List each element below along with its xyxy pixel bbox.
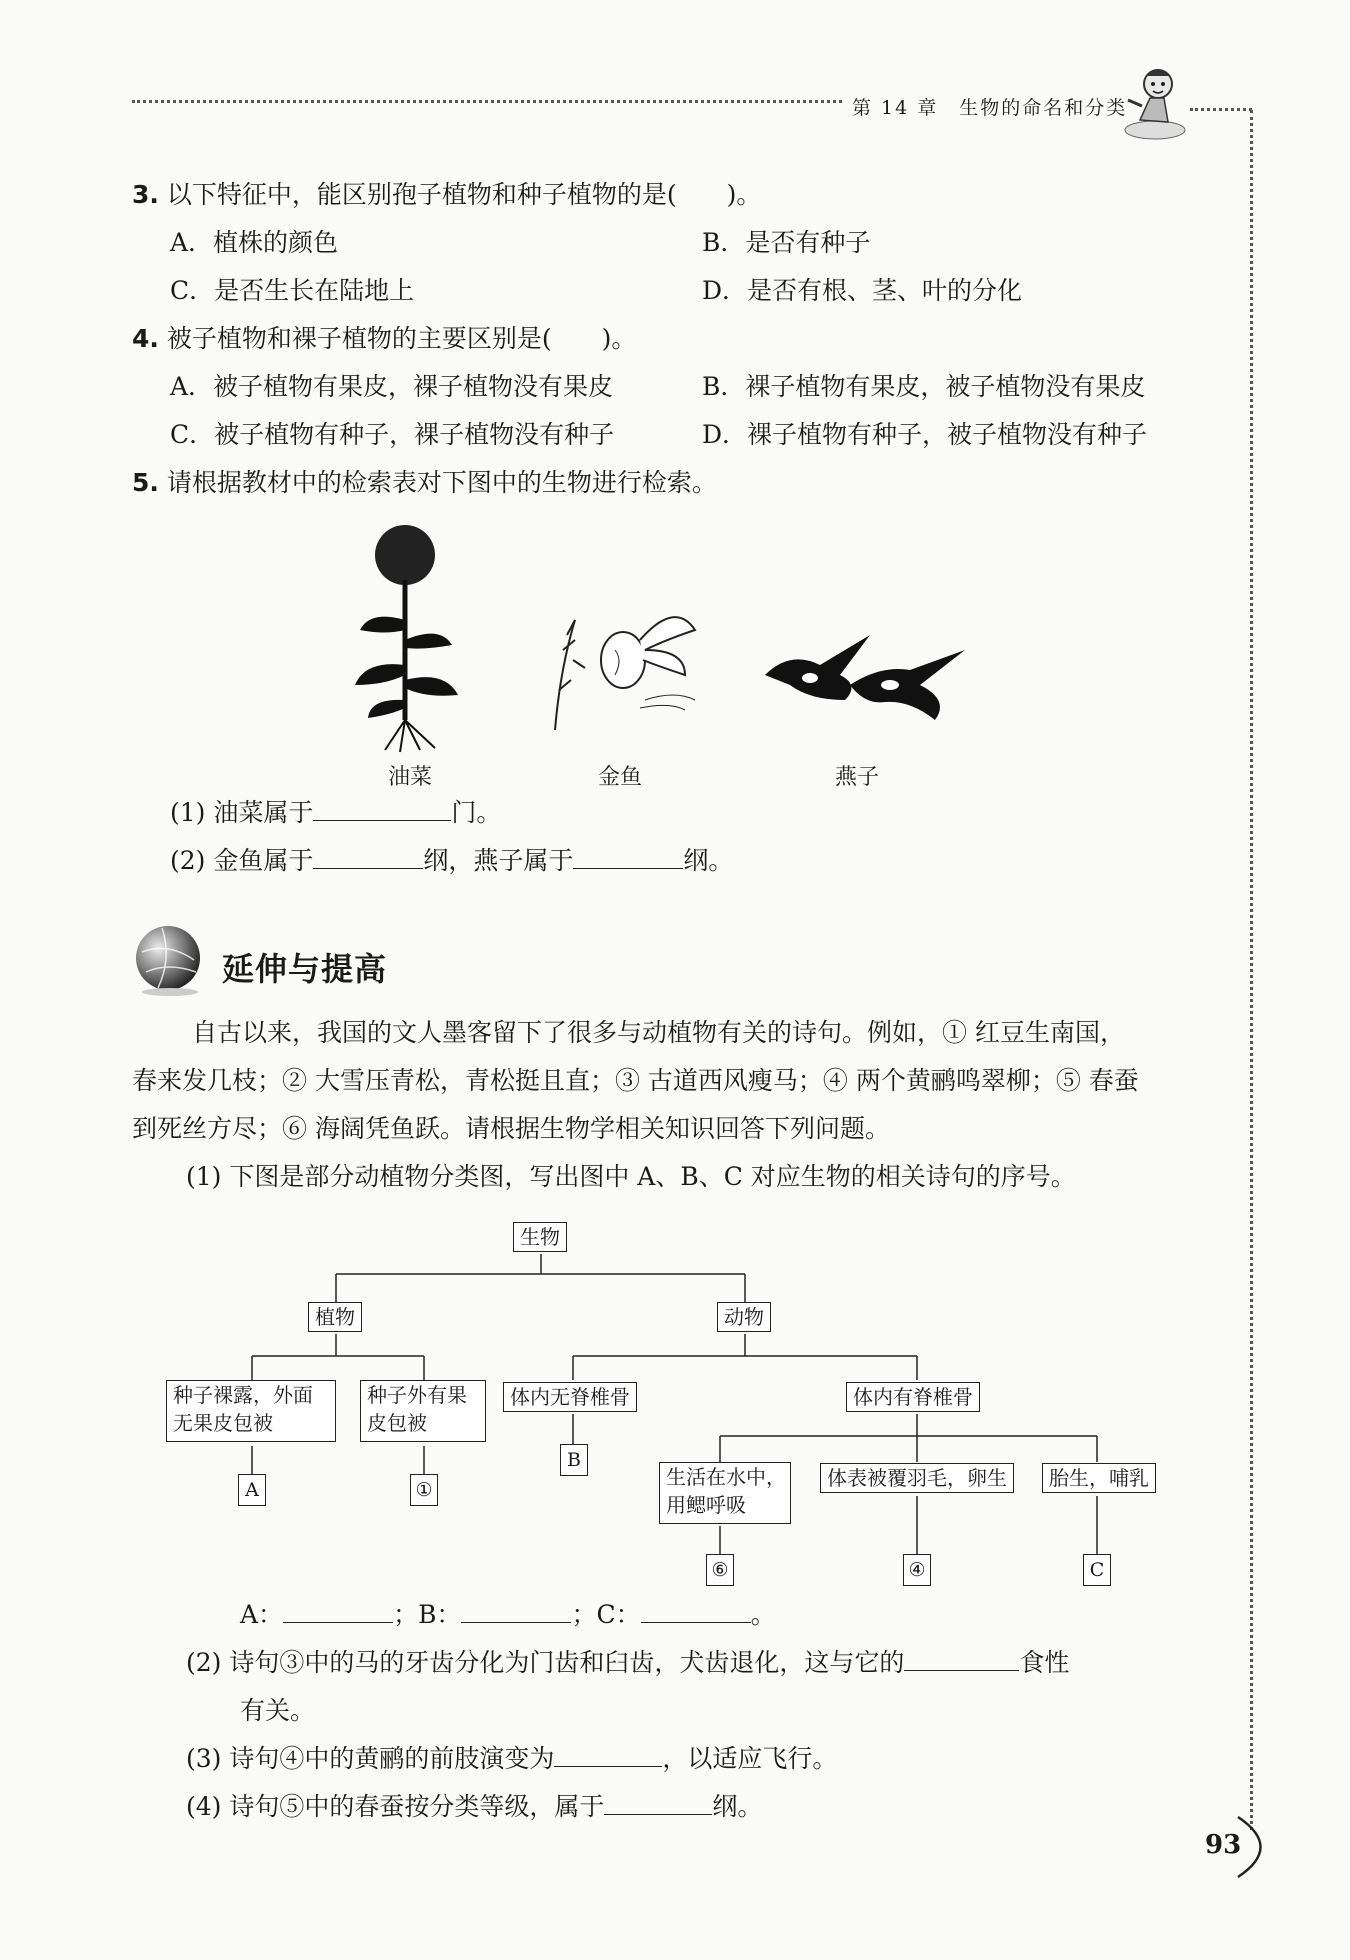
answer-blank[interactable] <box>604 1792 712 1815</box>
chapter-header: 第 14 章 生物的命名和分类 <box>852 97 1128 119</box>
page-number: 93 <box>1205 1830 1242 1860</box>
intro-line-2: 春来发几枝；② 大雪压青松，青松挺且直；③ 古道西风瘦马；④ 两个黄鹂鸣翠柳；⑤ 春蚕 <box>132 1066 1139 1095</box>
label-rapeseed: 油菜 <box>388 765 433 790</box>
node-vertebrate: 体内有脊椎骨 <box>846 1382 980 1412</box>
q5-stem: 请根据教材中的检索表对下图中的生物进行检索。 <box>166 468 717 497</box>
q4-option-d: D．裸子植物有种子，被子植物没有种子 <box>702 420 1148 449</box>
label-swallow: 燕子 <box>835 765 880 790</box>
leaf-1: ① <box>410 1474 438 1506</box>
node-organism: 生物 <box>513 1222 567 1252</box>
answer-blank[interactable] <box>554 1744 662 1767</box>
node-angiosperm: 种子外有果 皮包被 <box>360 1380 486 1442</box>
answer-blank-b[interactable] <box>461 1600 571 1623</box>
abc-answer-row: A： ；B： ；C： 。 <box>240 1600 776 1629</box>
q3-stem-row: 3. 以下特征中，能区别孢子植物和种子植物的是( )。 <box>132 180 762 209</box>
node-animal: 动物 <box>717 1302 771 1332</box>
section-title: 延伸与提高 <box>222 950 388 988</box>
q3-stem: 以下特征中，能区别孢子植物和种子植物的是( )。 <box>166 180 762 209</box>
q2-line1: (2) 诗句③中的马的牙齿分化为门齿和臼齿，犬齿退化，这与它的 食性 <box>186 1648 1070 1677</box>
q4-stem-row: 4. 被子植物和裸子植物的主要区别是( )。 <box>132 324 637 353</box>
node-bird: 体表被覆羽毛，卵生 <box>820 1463 1014 1493</box>
answer-blank[interactable] <box>904 1648 1019 1671</box>
label-goldfish: 金鱼 <box>598 765 643 790</box>
answer-blank-c[interactable] <box>641 1600 751 1623</box>
q5-stem-row: 5. 请根据教材中的检索表对下图中的生物进行检索。 <box>132 468 717 497</box>
q2-line2: 有关。 <box>240 1696 316 1725</box>
node-invertebrate: 体内无脊椎骨 <box>503 1382 637 1412</box>
q4-option-a: A．被子植物有果皮，裸子植物没有果皮 <box>170 372 614 401</box>
leaf-a: A <box>238 1474 266 1506</box>
leaf-6: ⑥ <box>706 1554 734 1586</box>
q3-option-d: D．是否有根、茎、叶的分化 <box>702 276 1023 305</box>
q4-stem: 被子植物和裸子植物的主要区别是( )。 <box>166 324 637 353</box>
leaf-c: C <box>1083 1554 1111 1586</box>
q4-option-b: B．裸子植物有果皮，被子植物没有果皮 <box>702 372 1146 401</box>
q5-part1: (1) 油菜属于 门。 <box>170 798 502 827</box>
node-fish: 生活在水中， 用鳃呼吸 <box>659 1462 791 1524</box>
leaf-4: ④ <box>903 1554 931 1586</box>
q3-option-a: A．植株的颜色 <box>170 228 339 257</box>
q3b-line: (3) 诗句④中的黄鹂的前肢演变为 ，以适应飞行。 <box>186 1744 838 1773</box>
node-gymnosperm: 种子裸露，外面 无果皮包被 <box>166 1380 336 1442</box>
answer-blank-a[interactable] <box>283 1600 393 1623</box>
q4b-line: (4) 诗句⑤中的春蚕按分类等级，属于 纲。 <box>186 1792 763 1821</box>
leaf-b: B <box>560 1444 588 1476</box>
node-plant: 植物 <box>308 1302 362 1332</box>
intro-line-3: 到死丝方尽；⑥ 海阔凭鱼跃。请根据生物学相关知识回答下列问题。 <box>132 1114 890 1143</box>
intro-line-1: 自古以来，我国的文人墨客留下了很多与动植物有关的诗句。例如，① 红豆生南国， <box>192 1018 1125 1047</box>
q4-option-c: C．被子植物有种子，裸子植物没有种子 <box>170 420 615 449</box>
q5-part2: (2) 金鱼属于 纲，燕子属于 纲。 <box>170 846 734 875</box>
subquestion-1: (1) 下图是部分动植物分类图，写出图中 A、B、C 对应生物的相关诗句的序号。 <box>186 1162 1076 1191</box>
node-mammal: 胎生，哺乳 <box>1042 1463 1156 1493</box>
q3-option-b: B．是否有种子 <box>702 228 871 257</box>
q3-option-c: C．是否生长在陆地上 <box>170 276 415 305</box>
